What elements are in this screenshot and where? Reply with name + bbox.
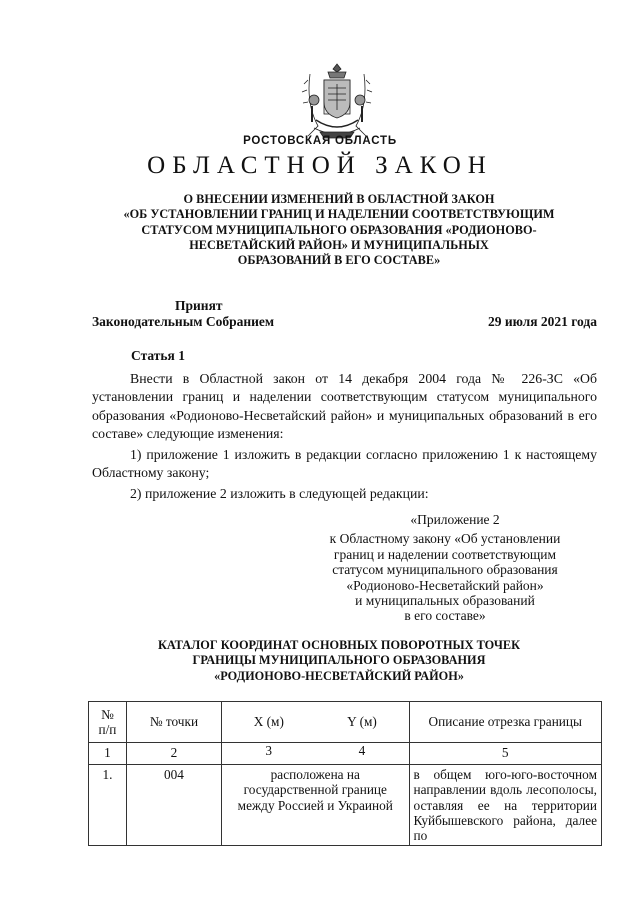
law-type-title: ОБЛАСТНОЙ ЗАКОН <box>147 152 493 179</box>
column-number-pair <box>222 743 409 765</box>
header-number-symbol: № <box>101 707 114 722</box>
table-column-numbers-row <box>89 743 602 765</box>
adopted-by: Законодательным Собранием <box>92 314 275 329</box>
header-y: Y (м) <box>347 714 377 729</box>
appendix-line: «Приложение 2 <box>410 512 500 527</box>
article-paragraph: 1) приложение 1 изложить в редакции согласно приложению 1 к настоящему Областному закону; <box>92 447 597 481</box>
article-title: Статья 1 <box>131 348 185 363</box>
column-number: 2 <box>126 743 221 765</box>
appendix-line: статусом муниципального образования <box>332 562 558 578</box>
article-paragraph: Внести в Областной закон от 14 декабря 2004 года № 226-ЗС «Об установлении границ и наделении соответствующим статусом муниципального образования «Родионово-Несветайский район» и муниципальных образований в его составе» следующие изменения: <box>92 371 597 442</box>
column-number: 3 <box>265 743 273 758</box>
law-title-line: «ОБ УСТАНОВЛЕНИИ ГРАНИЦ И НАДЕЛЕНИИ СООТВЕТСТВУЮЩИМ <box>123 207 555 222</box>
table-header-row <box>89 702 602 743</box>
header-cell-description: Описание отрезка границы <box>409 702 601 743</box>
catalog-title-line: КАТАЛОГ КООРДИНАТ ОСНОВНЫХ ПОВОРОТНЫХ ТОЧЕК <box>157 638 521 652</box>
law-title-line: СТАТУСОМ МУНИЦИПАЛЬНОГО ОБРАЗОВАНИЯ «РОДИОНОВО- <box>141 222 537 237</box>
region-name: РОСТОВСКАЯ ОБЛАСТЬ <box>243 135 397 147</box>
appendix-line: «Родионово-Несветайский район» <box>346 577 544 593</box>
row-description: в общем юго-юго-восточном направлении вдоль лесополосы, оставляя ее на территории Куйбышевского района, далее по <box>409 765 601 846</box>
header-number-abbr: п/п <box>98 722 117 737</box>
coat-of-arms-icon <box>298 60 376 142</box>
table-row <box>89 765 602 846</box>
row-number: 1. <box>89 765 127 846</box>
law-title <box>100 192 578 268</box>
catalog-title-line: ГРАНИЦЫ МУНИЦИПАЛЬНОГО ОБРАЗОВАНИЯ <box>192 653 486 668</box>
catalog-title <box>100 638 578 684</box>
row-point: 004 <box>126 765 221 846</box>
catalog-title-line: «РОДИОНОВО-НЕСВЕТАЙСКИЙ РАЙОН» <box>214 668 464 683</box>
law-title-line: О ВНЕСЕНИИ ИЗМЕНЕНИЙ В ОБЛАСТНОЙ ЗАКОН <box>183 192 495 206</box>
header-cell-coords <box>222 702 409 743</box>
row-location: расположена на государственной границе между Россией и Украиной <box>222 765 409 846</box>
law-title-line: НЕСВЕТАЙСКИЙ РАЙОН» И МУНИЦИПАЛЬНЫХ <box>189 237 489 252</box>
column-number: 4 <box>358 743 366 758</box>
header-cell-point: № точки <box>126 702 221 743</box>
adopted-label: Принят <box>175 298 223 313</box>
coordinates-table <box>88 701 602 846</box>
column-number: 1 <box>89 743 127 765</box>
header-cell-number <box>89 702 127 743</box>
appendix-line: в его составе» <box>404 608 486 624</box>
appendix-reference <box>295 512 595 624</box>
appendix-line: границ и наделении соответствующим <box>333 546 557 562</box>
appendix-line: к Областному закону «Об установлении <box>329 531 561 547</box>
law-title-line: ОБРАЗОВАНИЙ В ЕГО СОСТАВЕ» <box>237 253 441 268</box>
adoption-date: 29 июля 2021 года <box>488 314 597 329</box>
header-x: X (м) <box>253 714 284 729</box>
column-number: 5 <box>409 743 601 765</box>
article-paragraph: 2) приложение 2 изложить в следующей редакции: <box>130 486 429 501</box>
appendix-line: и муниципальных образований <box>355 593 535 609</box>
